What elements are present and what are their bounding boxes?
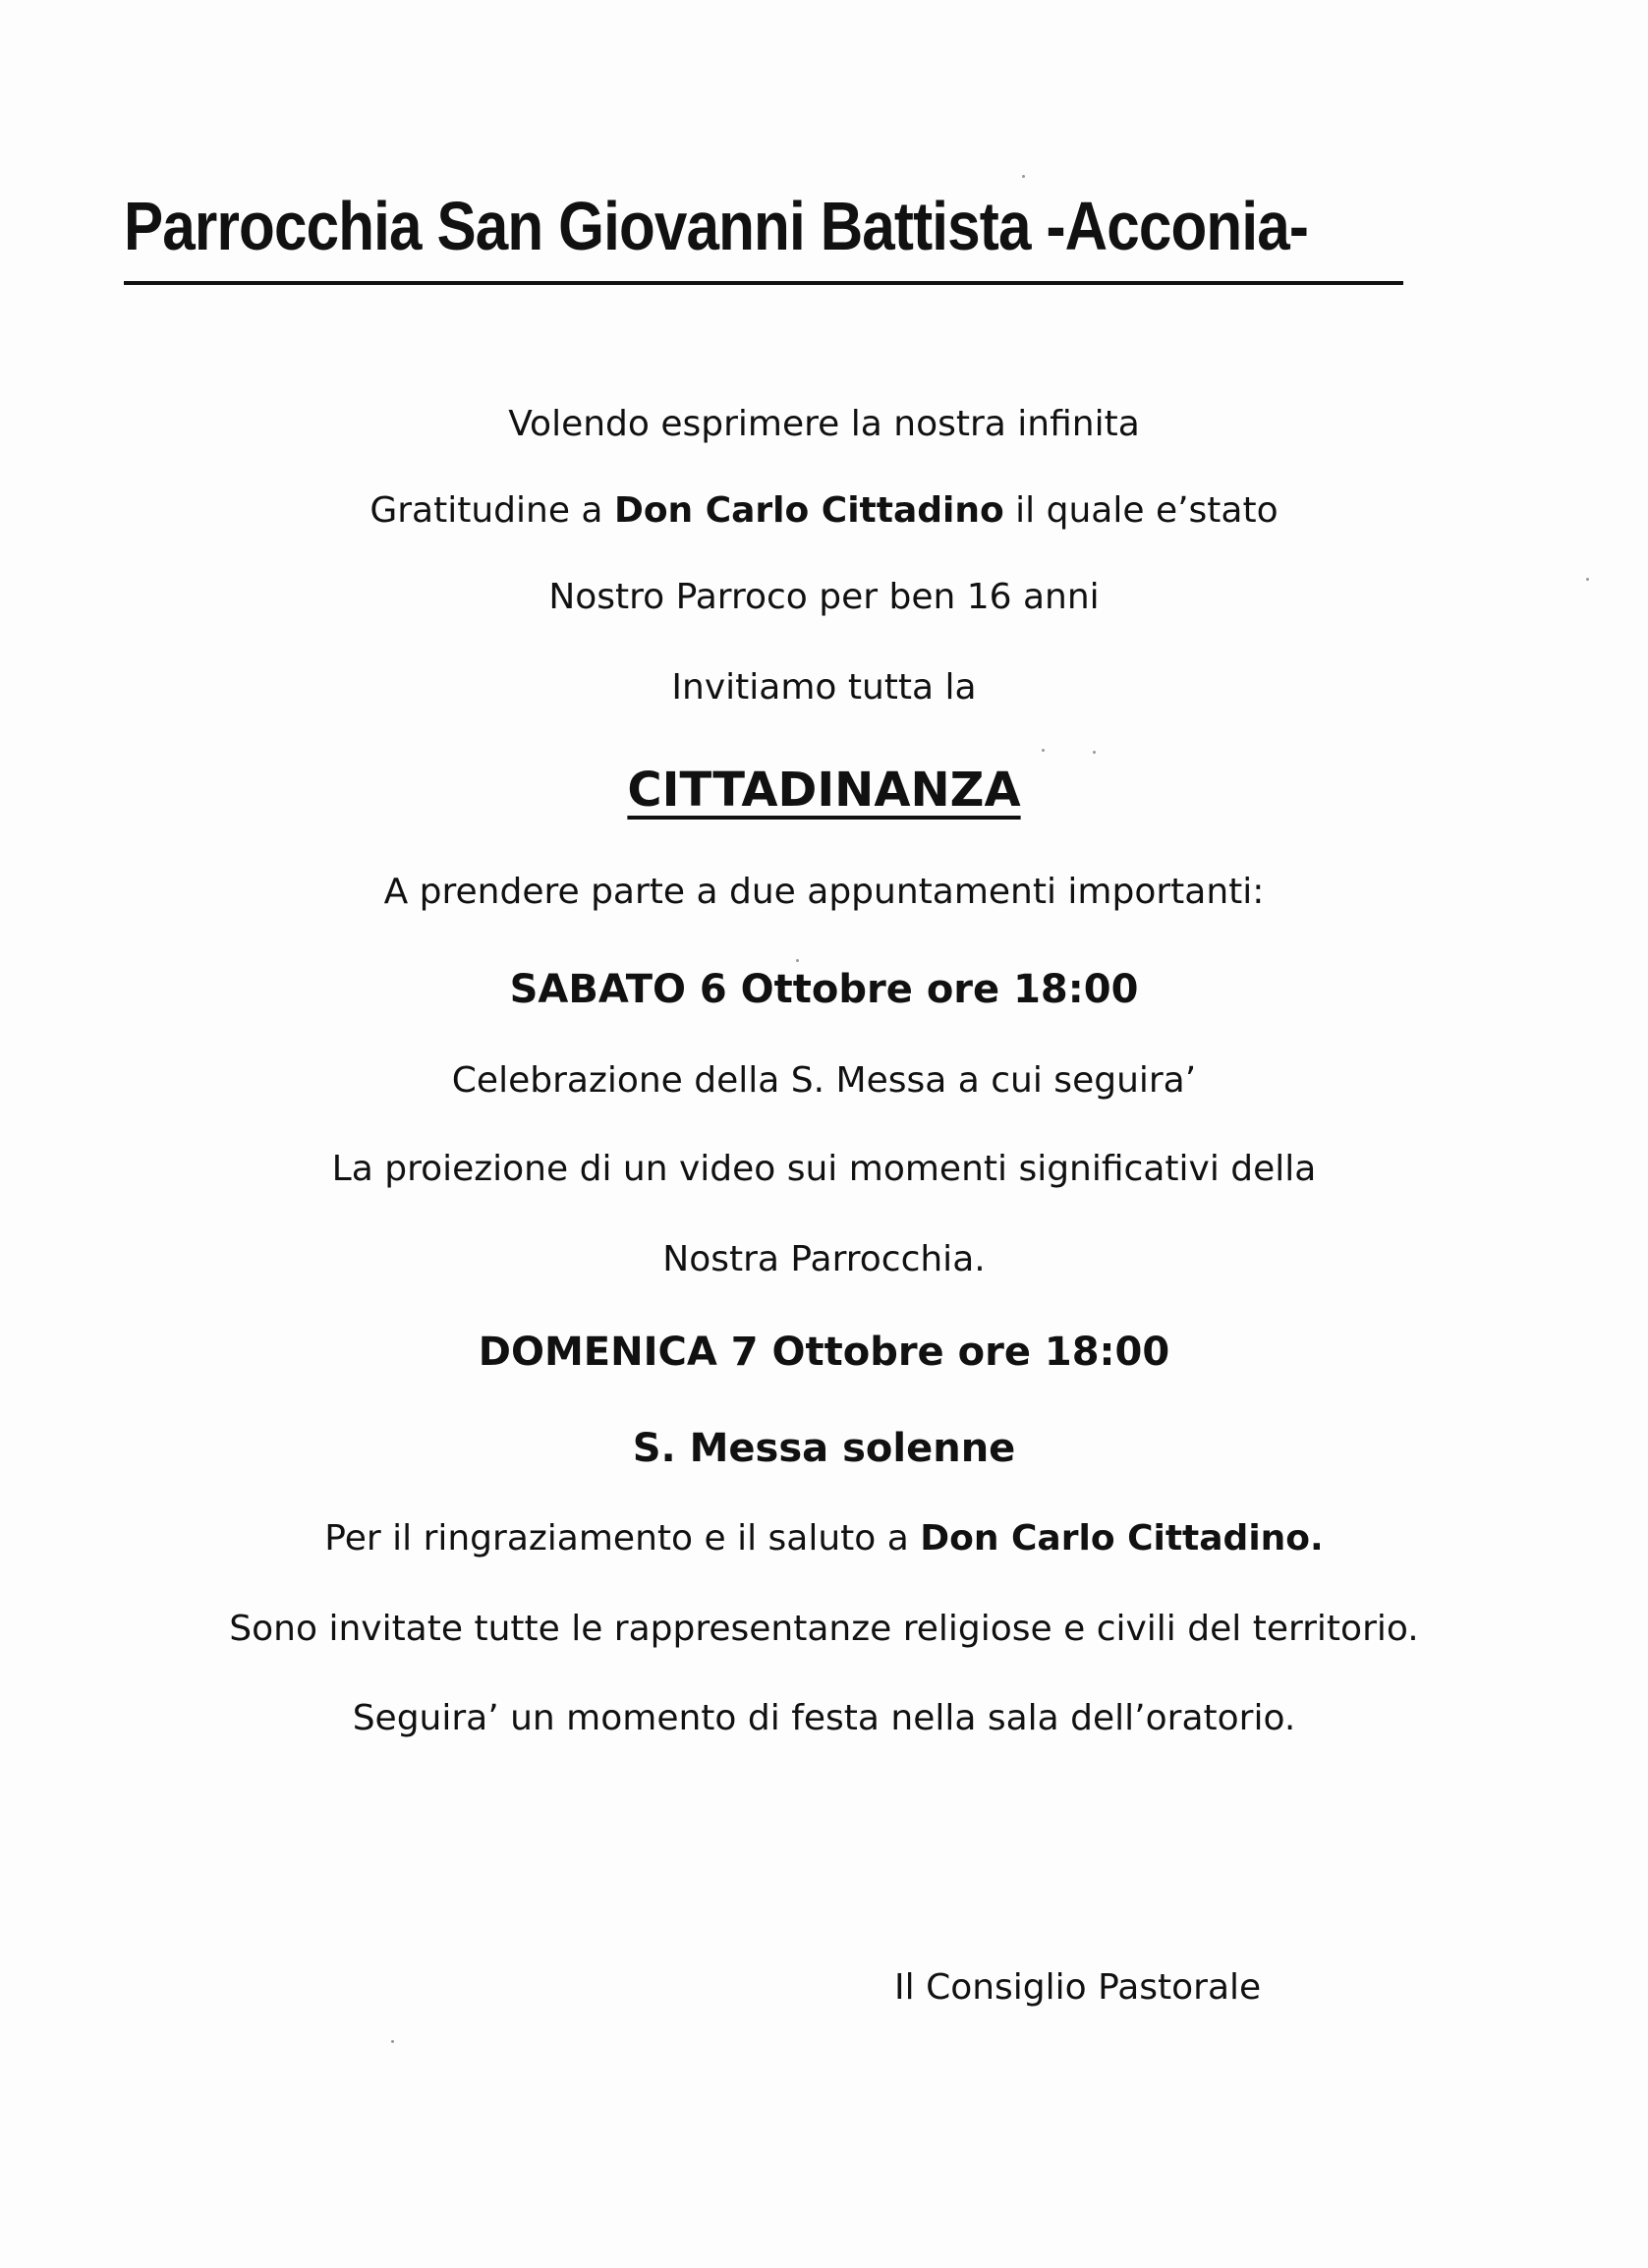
scan-speck bbox=[796, 959, 799, 962]
closing-line-1: Sono invitate tutte le rappresentanze religiose e civili del territorio. bbox=[229, 1609, 1419, 1649]
intro-line-3: Nostro Parroco per ben 16 anni bbox=[548, 577, 1100, 617]
scan-speck bbox=[1093, 751, 1096, 754]
saturday-line-2: La proiezione di un video sui momenti significativi della bbox=[331, 1149, 1317, 1189]
sunday-subheading: S. Messa solenne bbox=[632, 1426, 1016, 1471]
intro-line-2-end: il quale e’stato bbox=[1003, 490, 1279, 531]
page-title: Parrocchia San Giovanni Battista -Acconia- bbox=[124, 188, 1309, 264]
appointments-intro: A prendere parte a due appuntamenti importanti: bbox=[383, 872, 1265, 912]
priest-name: Don Carlo Cittadino bbox=[613, 490, 1004, 531]
cittadinanza-word: CITTADINANZA bbox=[627, 763, 1021, 818]
saturday-line-3: Nostra Parrocchia. bbox=[662, 1239, 986, 1279]
saturday-heading: SABATO 6 Ottobre ore 18:00 bbox=[509, 967, 1139, 1012]
sunday-line-1 bbox=[0, 1518, 1648, 1559]
scan-speck bbox=[1022, 175, 1025, 178]
intro-line-2-start: Gratitudine a bbox=[369, 490, 614, 531]
sunday-line-1-start: Per il ringraziamento e il saluto a bbox=[324, 1518, 921, 1559]
scan-speck bbox=[391, 2040, 394, 2043]
title-underline bbox=[124, 281, 1403, 285]
sunday-heading: DOMENICA 7 Ottobre ore 18:00 bbox=[478, 1330, 1170, 1375]
highlight-heading bbox=[0, 763, 1648, 818]
closing-line-2: Seguira’ un momento di festa nella sala dell’oratorio. bbox=[352, 1698, 1296, 1738]
intro-line-1: Volendo esprimere la nostra infinita bbox=[508, 404, 1140, 444]
signature: Il Consiglio Pastorale bbox=[894, 1967, 1262, 2008]
intro-line-2 bbox=[0, 490, 1648, 531]
scan-speck bbox=[1042, 749, 1045, 752]
scan-speck bbox=[1586, 578, 1589, 581]
saturday-line-1: Celebrazione della S. Messa a cui seguira’ bbox=[451, 1060, 1197, 1101]
priest-name-2: Don Carlo Cittadino. bbox=[920, 1518, 1324, 1559]
intro-line-4: Invitiamo tutta la bbox=[671, 667, 977, 708]
